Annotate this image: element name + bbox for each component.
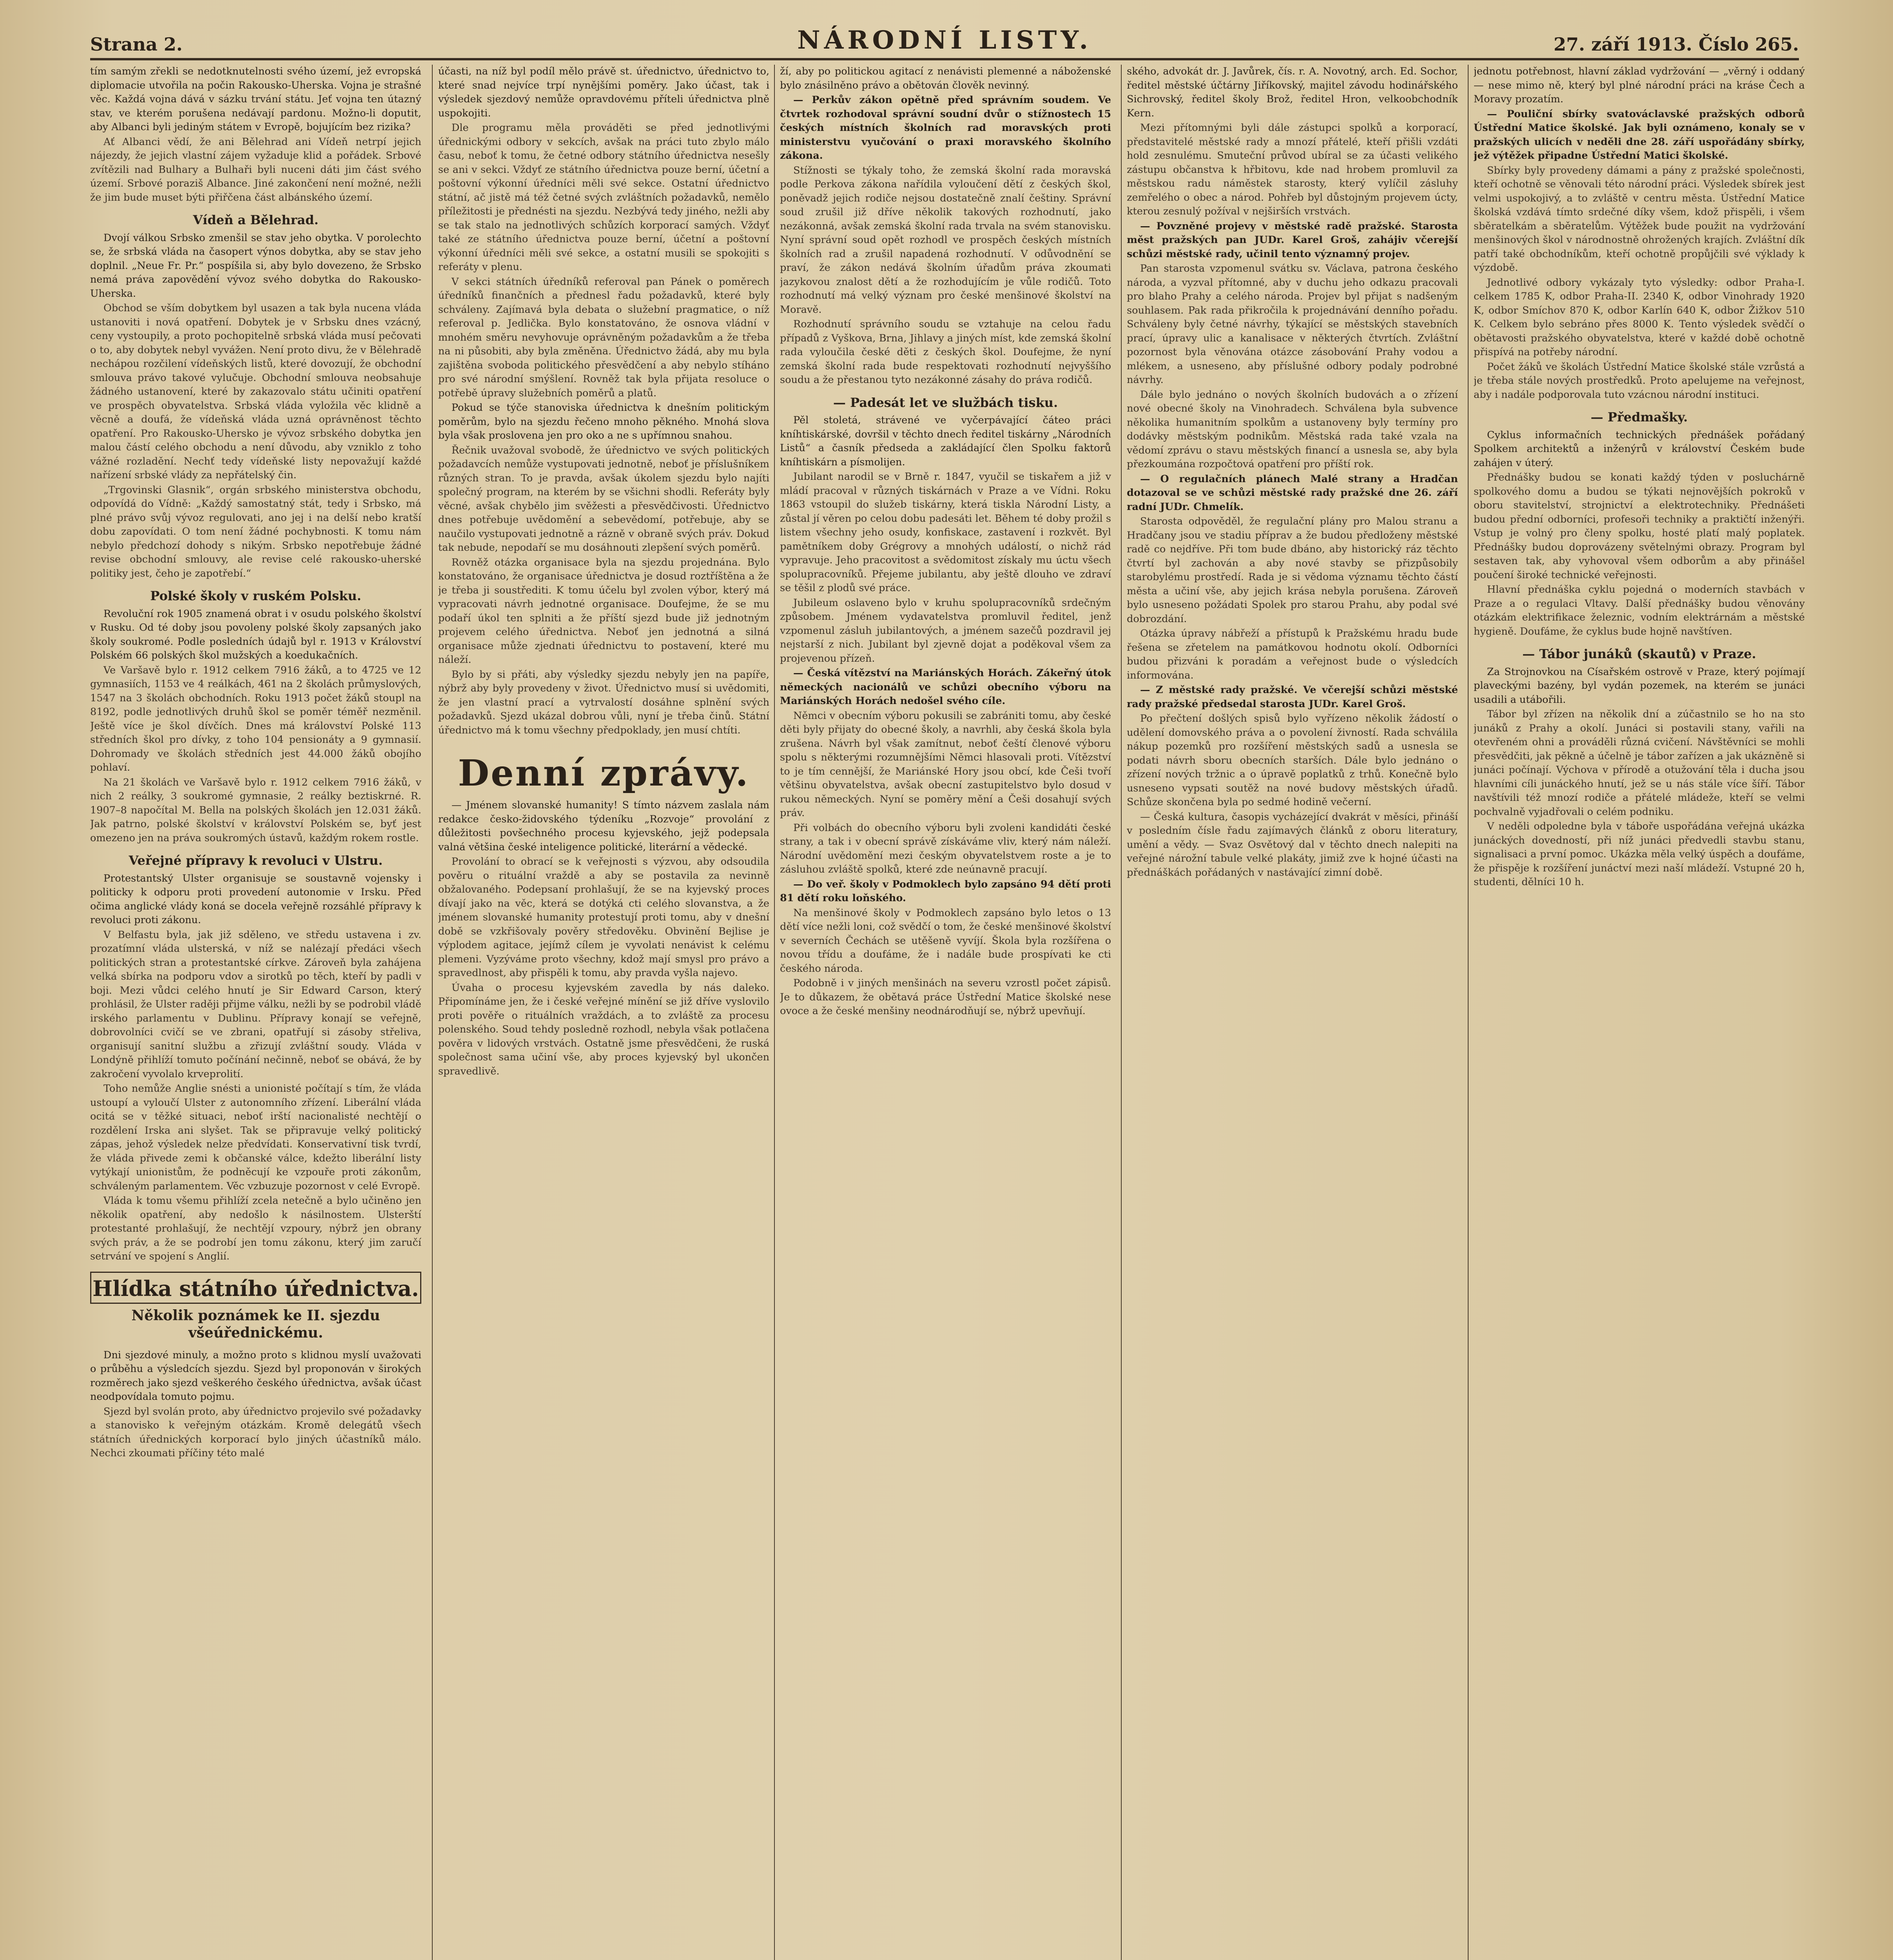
col1-heading-a: Vídeň a Bělehrad. xyxy=(193,212,319,227)
column-5: jednotu potřebnost, hlavní základ vydržování — „věrný i oddaný — nese mimo ně, který byl plné národní práci na kráse Čech a Moravy prozatím. — Pouliční sbírky svatováclavské pražských odborů Ústřední Matice školské. Jak byli oznámeno, konaly se v pražských ulicích v neděli dne 28. září uspořádány sbírky, jež výtěžek připadne Ústřední Matici školské. Sbírky byly provedeny dámami a pány z pražské společnosti, kteří ochotně se věnovali této národní práci. Výsledek sbírek jest velmi uspokojivý, a to zvláště v centru města. Ústřední Matice školská vzdává tímto srdečné díky všem, kdož přispěli, i všem sběratelkám a sběratelům. Výtěžek bude použit na vydržování menšinových škol v národnostně ohrožených krajích. Zvláštní dík patří také obchodníkům, kteří ochotně propůjčili své výklady k výzdobě. Jednotlivé odbory vykázaly tyto výsledky: odbor Praha-I. celkem 1785 K, odbor Praha-II. 2340 K, odbor Vinohrady 1920 K, odbor Smíchov 870 K, odbor Karlín 640 K, odbor Žižkov 510 K. Celkem bylo sebráno přes 8000 K. Tento výsledek svědčí o obětavosti pražského obyvatelstva, které v každé době ochotně přispívá na potřeby národní. Počet žáků ve školách Ústřední Matice školské stále vzrůstá a je třeba stále nových prostředků. Proto apelujeme na veřejnost, aby i nadále podporovala tuto vzácnou národní instituci. — Předmašky. Cyklus informačních technických přednášek pořádaný Spolkem architektů a inženýrů v království Českém bude zahájen v úterý. Přednášky budou se konati každý týden v posluchárně spolkového domu a budou se týkati nejnovějších pokroků v oboru stavitelství, strojnictví a elektrotechniky. Přednášeti budou přední odborníci, profesoři techniky a praktičtí inženýři. Vstup je volný pro členy spolku, hosté platí malý poplatek. Přednášky budou doprovázeny světelnými obrazy. Program byl sestaven tak, aby vyhovoval všem odborům a aby přinášel poučení široké technické veřejnosti. Hlavní přednáška cyklu pojedná o moderních stavbách v Praze a o regulaci Vltavy. Další přednášky budou věnovány otázkám elektrifikace železnic, vodním elektrárnám a městské hygieně. Doufáme, že cyklus bude hojně navštíven. — Tábor junáků (skautů) v Praze. Za Strojnovkou na Císařském ostrově v Praze, který pojímají plaveckými bazény, byl vydán pozemek, na kterém se junáci usadili a utábořili. Tábor byl zřízen na několik dní a zúčastnilo se ho na sto junáků z Prahy a okolí. Junáci si postavili stany, vařili na otevřeném ohni a prováděli různá cvičení. Návštěvníci se mohli přesvědčiti, jak pěkně a účelně je tábor zařízen a jak ukázněně si junáci počínají. Výchova v přírodě a otužování těla i ducha jsou hlavními cíli junáckého hnutí, jež se u nás stále více šíří. Tábor navštívili též mnozí rodiče a přátelé mládeže, kteří se velmi pochvalně vyjadřovali o celém podniku. V neděli odpoledne byla v táboře uspořádána veřejná ukázka junáckých dovedností, při níž junáci předvedli stavbu stanu, signalisaci a první pomoc. Ukázka měla velký úspěch a doufáme, že přispěje k rozšíření junáctví mezi naší mládeží. Vstupné 20 h, studenti, dělníci 10 h. xyxy=(1474,65,1805,888)
col1-intro: tím samým zřekli se nedotknutelnosti svého území, jež evropská diplomacie utvořila na počin Rakousko-Uherska. Vojna je strašné věc. Každá vojna dává v sázku trvání státu. Jeť vojna ten útazný stav, ve kterém porušena nedávají pardonu. Možno-li doputit, aby Albanci byli jediným státem v Evropě, bojujícím bez rizika? xyxy=(90,65,421,133)
col3-text-c: Pěl stoletá, strávené ve vyčerpávající čáteo práci kníhtiskárské, dovršil v těchto dnech ředitel tiskárny „Národních Listů“ a časník předseda a zakládající člen Spolku faktorů kníhtiskárn a písmolijen. xyxy=(780,414,1111,468)
col5-text-a: jednotu potřebnost, hlavní základ vydržování — „věrný i oddaný — nese mimo ně, který byl plné národní práci na kráse Čech a Moravy prozatím. xyxy=(1474,65,1805,105)
col1-heading-c: Veřejné přípravy k revoluci v Ulstru. xyxy=(129,853,383,868)
col4-text-d: — Z městské rady pražské. Ve včerejší schůzi městské rady pražské předsedal starosta JUDr. Karel Groš. xyxy=(1127,684,1458,710)
col1-text-b: Revoluční rok 1905 znamená obrat i v osudu polského školství v Rusku. Od té doby jsou povoleny polské školy zapsaných jako školy soukromé. Podle posledních údajů byl r. 1913 v Království Polském 66 polských škol mužských a koedukačních. xyxy=(90,608,421,661)
page-number: Strana 2. xyxy=(90,34,183,55)
col5-heading-b: — Tábor junáků (skautů) v Praze. xyxy=(1522,646,1756,661)
col1-boxed-title: Hlídka státního úřednictva. xyxy=(90,1272,421,1304)
col3-text-e: — Do veř. školy v Podmoklech bylo zapsáno 94 dětí proti 81 dětí roku loňského. xyxy=(780,878,1111,904)
col4-text-b: — Povzněné projevy v městské radě pražské. Starosta měst pražských pan JUDr. Karel Groš, zahájiv včerejší schůzi městské rady, učinil tento významný projev. xyxy=(1127,220,1458,260)
col2-denni-heading: Denní zprávy. xyxy=(458,752,750,794)
col1-heading-b: Polské školy v ruském Polsku. xyxy=(150,588,361,603)
col5-text-c: Cyklus informačních technických přednášek pořádaný Spolkem architektů a inženýrů v království Českém bude zahájen v úterý. xyxy=(1474,429,1805,469)
column-4: ského, advokát dr. J. Javůrek, čís. r. A. Novotný, arch. Ed. Sochor, ředitel městské účtárny Jiříkovský, majitel závodu hodinářského Sichrovský, ředitel školy Brož, ředitel Hron, velkoobchodník Kern. Mezi přítomnými byli dále zástupci spolků a korporací, představitelé městské rady a mnozí přátelé, kteří přišli vzdáti hold zesnulému. Smuteční průvod ubíral se za účasti velikého zástupu občanstva k hřbitovu, kde nad hrobem promluvil za městskou radu náměstek starosty, který vylíčil zásluhy zemřelého o obec a národ. Pohřeb byl důstojným projevem úcty, kterou zesnulý požíval v nejširších vrstvách. — Povzněné projevy v městské radě pražské. Starosta měst pražských pan JUDr. Karel Groš, zahájiv včerejší schůzi městské rady, učinil tento významný projev. Pan starosta vzpomenul svátku sv. Václava, patrona českého národa, a vyzval přítomné, aby v duchu jeho odkazu pracovali pro blaho Prahy a celého národa. Projev byl přijat s nadšeným souhlasem. Pak rada přikročila k projednávání denního pořadu. Schváleny byly četné návrhy, týkající se městských stavebních prací, úpravy ulic a kanalisace v některých čtvrtích. Zvláštní pozornost byla věnována otázce zásobování Prahy vodou a mlékem, a usneseno, aby příslušné odbory podaly podrobné návrhy. Dále bylo jednáno o nových školních budovách a o zřízení nové obecné školy na Vinohradech. Schválena byla subvence několika humanitním spolkům a ustanoveny byly termíny pro dodávky městským podnikům. Městská rada také vzala na vědomí zprávu o stavu městských financí a usnesla se, aby byla přezkoumána rozpočtová opatření pro příští rok. — O regulačních plánech Malé strany a Hradčan dotazoval se ve schůzi městské rady pražské dne 26. září radní JUDr. Chmelík. Starosta odpověděl, že regulační plány pro Malou stranu a Hradčany jsou ve stadiu příprav a že budou předloženy městské radě co nejdříve. Při tom bude dbáno, aby historický ráz těchto čtvrtí byl zachován a aby nové stavby se přizpůsobily starobylému prostředí. Rada je si vědoma významu těchto částí města a učiní vše, aby jejich krása nebyla porušena. Zároveň bylo usneseno požádati Spolek pro starou Prahu, aby podal své dobrozdání. Otázka úpravy nábřeží a přístupů k Pražskému hradu bude řešena se zřetelem na památkovou hodnotu okolí. Odborníci budou přizváni k poradám a veřejnost bude o výsledcích informována. — Z městské rady pražské. Ve včerejší schůzi městské rady pražské předsedal starosta JUDr. Karel Groš. Po přečtení došlých spisů bylo vyřízeno několik žádostí o udělení domovského práva a o povolení živností. Rada schválila nákup pozemků pro rozšíření městských sadů a usnesla se podati návrh sboru obecních starších. Dále bylo jednáno o zřízení nových tržnic a o úpravě poplatků z trhů. Konečně bylo usneseno vypsati soutěž na nové budovy městských úřadů. Schůze skončena byla po sedmé hodině večerní. — Česká kultura, časopis vycházející dvakrát v měsíci, přináší v posledním čísle řadu zajímavých článků z oboru literatury, umění a vědy. — Svaz Osvětový dal v těchto dnech nalepiti na veřejné nárožní tabule velké plakáty, jimiž zve k hojné účasti na přednáškách pořádaných v nastávající zimní době. xyxy=(1127,65,1458,878)
col1-boxed-subtitle: Několik poznámek ke II. sjezdu všeúřednickému. xyxy=(131,1307,380,1341)
columns xyxy=(90,65,1805,1960)
column-1: tím samým zřekli se nedotknutelnosti svého území, jež evropská diplomacie utvořila na počin Rakousko-Uherska. Vojna je strašné věc. Každá vojna dává v sázku trvání státu. Jeť vojna ten útazný stav, ve kterém porušena nedávají pardonu. Možno-li doputit, aby Albanci byli jediným státem v Evropě, bojujícím bez rizika? Ať Albanci vědí, že ani Bělehrad ani Vídeň netrpí jejich nájezdy, že jejich vlastní zájem vyžaduje klid a pořádek. Srbové zvítězili nad Bulhary a Bulhaři byli nuceni dáti jim část svého území. Srbové poraziš Albance. Jiné zakončení není možné, nežli že jim bude muset býti přiřčena část albánského území. Vídeň a Bělehrad. Dvojí válkou Srbsko zmenšil se stav jeho obytka. V porolechto se, že srbská vláda na časopert výnos dobytka, aby se stav jeho doplnil. „Neue Fr. Pr.“ pospíšila si, aby bylo dovezeno, že Srbsko nemá práva zapovědění vývoz svého dobytka do Rakousko-Uherska. Obchod se vším dobytkem byl usazen a tak byla nucena vláda ustanoviti i nová opatření. Dobytek je v Srbsku dnes vzácný, ceny vystoupily, a proto pochopitelně srbská vláda musí pečovati o to, aby dobytek nebyl vyvážen. Není proto divu, že v Bělehradě nechápou rozčilení vídeňských listů, které dovozují, že obchodní smlouva právo takové vylučuje. Obchodní smlouva neobsahuje žádného ustanovení, které by zakazovalo státu učiniti opatření ve prospěch obyvatelstva. Srbská vláda vyložila věc klidně a věcně a doufá, že vídeňská vláda uzná oprávněnost těchto opatření. Pro Rakousko-Uhersko je vývoz srbského dobytka jen malou částí celého obchodu a není důvodu, aby vzniklo z toho vážné rozladění. Nechť tedy vídeňské listy nepovažují každé nařízení srbské vlády za nepřátelský čin. „Trgovinski Glasnik“, orgán srbského ministerstva obchodu, odpovídá do Vídně: „Každý samostatný stát, tedy i Srbsko, má plné právo svůj vývoz regulovati, ano jej i na delší nebo kratší dobu zapovídati. O tom není žádné pochybnosti. K tomu nám nebylo předchozí dohody s nikým. Srbsko nepotřebuje žádné revise obchodní smlouvy, ale revise celé rakousko-uherské politiky jest, čeho je zapotřebí.“ Polské školy v ruském Polsku. Revoluční rok 1905 znamená obrat i v osudu polského školství v Rusku. Od té doby jsou povoleny polské školy zapsaných jako školy soukromé. Podle posledních údajů byl r. 1913 v Království Polském 66 polských škol mužských a koedukačních. Ve Varšavě bylo r. 1912 celkem 7916 žáků, a to 4725 ve 12 gymnasiích, 1153 ve 4 reálkách, 461 na 2 školách průmyslových, 1547 na 3 školách obchodních. Roku 1913 počet žáků stoupl na 8192, podle jednotlivých druhů škol se poměr téměř nezměnil. Ještě více je škol dívčích. Dnes má království Polské 113 středních škol pro dívky, z toho 104 pensionáty a 9 gymnasií. Dohromady ve školách středních jest 44.000 žáků obojího pohlaví. Na 21 školách ve Varšavě bylo r. 1912 celkem 7916 žáků, v nich 2 reálky, 3 soukromé gymnasie, 2 reálky beztiskrné. R. 1907–8 napočítal M. Bella na polských školách jen 12.031 žáků. Jak patrno, polské školství v království Polském se, byť jest omezeno jen na práva soukromých ústavů, každým rokem rostle. Veřejné přípravy k revoluci v Ulstru. Protestantský Ulster organisuje se soustavně vojensky i politicky k odporu proti provedení autonomie v Irsku. Před očima anglické vlády koná se docela veřejně rozsáhlé přípravy k revoluci proti zákonu. V Belfastu byla, jak již sděleno, ve středu ustavena i zv. prozatímní vláda ulsterská, v níž se nalézají předáci všech politických stran a protestantské církve. Zároveň byla zahájena velká sbírka na podporu vdov a sirotků po těch, kteří by padli v boji. Mezi vůdci celého hnutí je Sir Edward Carson, který prohlásil, že Ulster raději přijme válku, nežli by se podrobil vládě irského parlamentu v Dublinu. Přípravy konají se veřejně, dobrovolníci cvičí se ve zbrani, opatřují si zásoby střeliva, organisují sanitní službu a zřizují zvláštní soudy. Vláda v Londýně přihlíží tomuto počínání nečinně, neboť se obává, že by zakročení vyvolalo krveprolití. Toho nemůže Anglie snésti a unionisté počítají s tím, že vláda ustoupí a vyloučí Ulster z autonomního zřízení. Liberální vláda ocitá se v těžké situaci, neboť irští nacionalisté nechtějí o rozdělení Irska ani slyšet. Tak se připravuje velký politický zápas, jehož výsledek nelze předvídati. Konservativní tisk tvrdí, že vláda přivede zemi k občanské válce, kdežto liberální listy vytýkají unionistům, že podněcují ke vzpouře proti zákonům, schváleným parlamentem. Věc vzbuzuje pozornost v celé Evropě. Vláda k tomu všemu přihlíží zcela netečně a bylo učiněno jen několik opatření, aby nedošlo k násilnostem. Ulsterští protestanté prohlašují, že nechtějí vzpoury, nýbrž jen obrany svých práv, a že se podrobí jen tomu zákonu, který jim zaručí setrvání ve spojení s Anglií. Hlídka státního úřednictva. Několik poznámek ke II. sjezdu všeúřednickému. Dni sjezdové minuly, a možno proto s klidnou myslí uvažovati o průběhu a výsledcích sjezdu. Sjezd byl proponován v širokých rozměrech jako sjezd veškerého českého úřednictva, avšak účast neodpovídala tomuto pojmu. Sjezd byl svolán proto, aby úřednictvo projevilo své požadavky a stanovisko k veřejným otázkám. Kromě delegátů všech státních úřednických korporací bylo jiných účastníků málo. Nechci zkoumati příčiny této malé xyxy=(90,65,421,1459)
col5-heading-a: — Předmašky. xyxy=(1590,410,1688,425)
col3-text-a: ží, aby po politickou agitací z nenávisti plemenné a náboženské bylo znásilněno právo a obětován člověk nevinný. xyxy=(780,65,1111,91)
col3-heading-a: — Padesát let ve službách tisku. xyxy=(833,395,1058,410)
newspaper-title: NÁRODNÍ LISTY. xyxy=(797,25,1092,55)
col3-text-d: — Česká vítězství na Mariánských Horách. Zákeřný útok německých nacionálů ve schůzi obecního výboru na Mariánských Horách nedošel svého cíle. xyxy=(780,667,1111,707)
column-rule-3 xyxy=(1121,65,1122,1960)
column-rule-1 xyxy=(432,65,433,1960)
column-rule-4 xyxy=(1468,65,1469,1960)
column-2: účasti, na níž byl podíl mělo právě st. úřednictvo, úřednictvo to, které snad nejvíce trpí nynějšími poměry. Jako účast, tak i výsledek sjezdový nemůže opravdovému příteli úřednictva plně uspokojiti. Dle programu měla prováděti se před jednotlivými úřednickými odbory v sekcích, avšak na práci tuto zbylo málo času, neboť k tomu, že četné odbory státního úřednictva nesešly se ani v sekci. Vždyť ze státního úřednictva pouze berní, účetní a poštovní výkonní úředníci měli své sekce. Ostatní úřednictvo státní, ač jistě má též četné svých zvláštních požadavků, nemělo příležitosti je přednésti na sjezdu. Nezbývá tedy jiného, nežli aby se tak stalo na jednotlivých schůzích korporací samých. Vždyť také ze státního úřednictva pouze berní, účetní a poštovní výkonní úředníci měli své sekce, a ostatní musili se spokojiti s referáty v plenu. V sekci státních úředníků referoval pan Pánek o poměrech úředníků finančních a přednesl řadu požadavků, které byly schváleny. Zajímavá byla debata o služební pragmatice, o níž referoval p. Jedlička. Bylo konstatováno, že osnova vládní v mnohém směru nevyhovuje oprávněným požadavkům a že třeba na ni působiti, aby byla změněna. Úřednictvo žádá, aby mu byla zajištěna svoboda politického přesvědčení a aby nebylo stíháno pro své národní smýšlení. Rovněž tak byla přijata resoluce o potřebě úpravy služebních poměrů a platů. Pokud se týče stanoviska úřednictva k dnešním politickým poměrům, bylo na sjezdu řečeno mnoho pěkného. Mnohá slova byla však proslovena jen pro oko a ne s upřímnou snahou. Řečnik uvažoval svobodě, že úřednictvo ve svých politických požadavcích nemůže vystupovati jednotně, neboť je příslušníkem různých stran. To je pravda, avšak úkolem sjezdu bylo najíti společný program, na kterém by se všichni shodli. Referáty byly věcné, avšak chybělo jim svěžesti a přesvědčivosti. Úřednictvo dnes potřebuje uvědomění a sebevědomí, potřebuje, aby se naučilo vystupovati jednotně a rázně v obraně svých práv. Dokud tak nebude, nepodaří se mu dosáhnouti zlepšení svých poměrů. Rovněž otázka organisace byla na sjezdu projednána. Bylo konstatováno, že organisace úřednictva je dosud roztříštěna a že je třeba ji soustřediti. K tomu účelu byl zvolen výbor, který má vypracovati návrh jednotné organisace. Doufejme, že se mu podaří úkol ten splniti a že příští sjezd bude již jednotným projevem celého úřednictva. Neboť jen jednotná a silná organisace může zjednati úřednictvu to postavení, které mu náleží. Bylo by si přáti, aby výsledky sjezdu nebyly jen na papíře, nýbrž aby byly provedeny v život. Úřednictvo musí si uvědomiti, že jen vlastní prací a vytrvalostí dosáhne splnění svých požadavků. Sjezd ukázal dobrou vůli, nyní je třeba činů. Státní úřednictvo má k tomu všechny předpoklady, jen musí chtíti. Denní zprávy. — Jménem slovanské humanity! S tímto názvem zaslala nám redakce česko-židovského týdeníku „Rozvoje“ provolání z důležitosti povšechného procesu kyjevského, jejž podepsala valná většina české inteligence politické, literární a vědecké. Provolání to obrací se k veřejnosti s výzvou, aby odsoudila pověru o rituální vraždě a aby se postavila za nevinně obžalovaného. Podepsaní prohlašují, že se na kyjevský proces dívají jako na věc, která se dotýká cti celého slovanstva, a že jménem slovanské humanity protestují proti tomu, aby v dnešní době se vzkřišovaly pověry středověku. Obvinění Bejlise je výplodem agitace, jejímž cílem je vyvolati nenávist k celému plemeni. Vyzýváme proto všechny, kdož mají smysl pro právo a spravedlnost, aby přispěli k tomu, aby pravda vyšla najevo. Úvaha o procesu kyjevském zavedla by nás daleko. Připomínáme jen, že i české veřejné mínění se již dříve vyslovilo proti pověře o rituálních vraždách, a to zvláště za procesu polenského. Soud tehdy posledně rozhodl, nebyla však potlačena pověra v lidových vrstvách. Ostatně jsme přesvědčeni, že ruská společnost sama učiní vše, aby proces kyjevský byl ukončen spravedlivě. xyxy=(438,65,769,1077)
col5-text-d: Za Strojnovkou na Císařském ostrově v Praze, který pojímají plaveckými bazény, byl vydán pozemek, na kterém se junáci usadili a utábořili. xyxy=(1474,666,1805,706)
column-3: ží, aby po politickou agitací z nenávisti plemenné a náboženské bylo znásilněno právo a obětován člověk nevinný. — Perkův zákon opětně před správním soudem. Ve čtvrtek rozhodoval správní soudní dvůr o stížnostech 15 českých místních školních rad moravských proti ministerstvu vyučování o praxi moravského školního zákona. Stížnosti se týkaly toho, že zemská školní rada moravská podle Perkova zákona nařídila vyloučení dětí z českých škol, poněvadž jejich rodiče nejsou dostatečně znalí češtiny. Správní soud zrušil již dříve několik takových rozhodnutí, jako nezákonná, avšak zemská školní rada trvala na svém stanovisku. Nyní správní soud opět rozhodl ve prospěch českých místních školních rad a zrušil napadená rozhodnutí. V odůvodnění se praví, že zákon nedává školním úřadům práva zkoumati jazykovou znalost dětí a že rozhodujícím je vůle rodičů. Toto rozhodnutí má velký význam pro české menšinové školství na Moravě. Rozhodnutí správního soudu se vztahuje na celou řadu případů z Vyškova, Brna, Jihlavy a jiných míst, kde zemská školní rada vyloučila české děti z českých škol. Doufejme, že nyní zemská školní rada bude respektovati rozhodnutí nejvyššího soudu a že přestanou tyto nezákonné zásahy do práva rodičů. — Padesát let ve službách tisku. Pěl stoletá, strávené ve vyčerpávající čáteo práci kníhtiskárské, dovršil v těchto dnech ředitel tiskárny „Národních Listů“ a časník předseda a zakládající člen Spolku faktorů kníhtiskárn a písmolijen. Jubilant narodil se v Brně r. 1847, vyučil se tiskařem a již v mládí pracoval v různých tiskárnách v Praze a ve Vídni. Roku 1863 vstoupil do služeb tiskárny, která tiskla Národní Listy, a zůstal jí věren po celou dobu padesáti let. Během té doby prožil s listem všechny jeho osudy, konfiskace, zastavení i rozkvět. Byl pamětníkem doby Grégrovy a mnohých událostí, o nichž rád vypravuje. Jeho pracovitost a svědomitost získaly mu úctu všech spolupracovníků. Přejeme jubilantu, aby ještě dlouho ve zdraví se těšil z plodů své práce. Jubileum oslaveno bylo v kruhu spolupracovníků srdečným způsobem. Jménem vydavatelstva promluvil ředitel, jenž vzpomenul zásluh jubilantových, a jménem sazečů pozdravil jej nejstarší z nich. Jubilant byl zjevně dojat a poděkoval všem za projevenou přízeň. — Česká vítězství na Mariánských Horách. Zákeřný útok německých nacionálů ve schůzi obecního výboru na Mariánských Horách nedošel svého cíle. Němci v obecním výboru pokusili se zabrániti tomu, aby české děti byly přijaty do obecné školy, a navrhli, aby česká škola byla zrušena. Návrh byl však zamítnut, neboť čeští členové výboru spolu s některými rozumnějšími Němci hlasovali proti. Vítězství to je tím cennější, že Mariánské Hory jsou obcí, kde Češi tvoří většinu obyvatelstva, avšak obecní zastupitelstvo bylo dosud v rukou německých. Nyní se poměry mění a Češi dosahují svých práv. Při volbách do obecního výboru byli zvoleni kandidáti české strany, a tak i v obecní správě získáváme vliv, který nám náleží. Národní uvědomění mezi českým obyvatelstvem roste a je to zásluhou zvláště spolků, které zde neúnavně pracují. — Do veř. školy v Podmoklech bylo zapsáno 94 dětí proti 81 dětí roku loňského. Na menšinové školy v Podmoklech zapsáno bylo letos o 13 dětí více nežli loni, což svědčí o tom, že české menšinové školství v severních Čechách se utěšeně vyvíjí. Škola byla rozšířena o novou třídu a doufáme, že i nadále bude prospívati ke cti českého národa. Podobně i v jiných menšinách na severu vzrostl počet zápisů. Je to důkazem, že obětavá práce Ústřední Matice školské nese ovoce a že české menšiny neodnárodňují se, nýbrž upevňují. xyxy=(780,65,1111,1017)
col4-text-a: ského, advokát dr. J. Javůrek, čís. r. A. Novotný, arch. Ed. Sochor, ředitel městské účtárny Jiříkovský, majitel závodu hodinářského Sichrovský, ředitel školy Brož, ředitel Hron, velkoobchodník Kern. xyxy=(1127,65,1458,119)
col1-text-c: Protestantský Ulster organisuje se soustavně vojensky i politicky k odporu proti provedení autonomie v Irsku. Před očima anglické vlády koná se docela veřejně rozsáhlé přípravy k revoluci proti zákonu. xyxy=(90,872,421,926)
col2-text-a: účasti, na níž byl podíl mělo právě st. úřednictvo, úřednictvo to, které snad nejvíce trpí nynějšími poměry. Jako účast, tak i výsledek sjezdový nemůže opravdovému příteli úřednictva plně uspokojiti. xyxy=(438,65,769,119)
masthead xyxy=(90,20,1799,60)
col5-text-b: — Pouliční sbírky svatováclavské pražských odborů Ústřední Matice školské. Jak byli oznámeno, konaly se v pražských ulicích v neděli dne 28. září uspořádány sbírky, jež výtěžek připadne Ústřední Matici školské. xyxy=(1474,108,1805,162)
col1-text-d: Dni sjezdové minuly, a možno proto s klidnou myslí uvažovati o průběhu a výsledcích sjezdu. Sjezd byl proponován v širokých rozměrech jako sjezd veškerého českého úřednictva, avšak účast neodpovídala tomuto pojmu. xyxy=(90,1349,421,1403)
col1-text-a: Dvojí válkou Srbsko zmenšil se stav jeho obytka. V porolechto se, že srbská vláda na časopert výnos dobytka, aby se stav jeho doplnil. „Neue Fr. Pr.“ pospíšila si, aby bylo dovezeno, že Srbsko nemá práva zapovědění vývoz svého dobytka do Rakousko-Uherska. xyxy=(90,232,421,299)
issue-date: 27. září 1913. Číslo 265. xyxy=(1554,34,1799,55)
col4-text-c: — O regulačních plánech Malé strany a Hradčan dotazoval se ve schůzi městské rady pražské dne 26. září radní JUDr. Chmelík. xyxy=(1127,473,1458,513)
col2-text-b: Pokud se týče stanoviska úřednictva k dnešním politickým poměrům, bylo na sjezdu řečeno mnoho pěkného. Mnohá slova byla však proslovena jen pro oko a ne s upřímnou snahou. xyxy=(438,402,769,441)
col3-text-b: — Perkův zákon opětně před správním soudem. Ve čtvrtek rozhodoval správní soudní dvůr o stížnostech 15 českých místních školních rad moravských proti ministerstvu vyučování o praxi moravského školního zákona. xyxy=(780,94,1111,162)
col2-text-c: — Jménem slovanské humanity! S tímto názvem zaslala nám redakce česko-židovského týdeníku „Rozvoje“ provolání z důležitosti povšechného procesu kyjevského, jejž podepsala valná většina české inteligence politické, literární a vědecké. xyxy=(438,799,769,853)
column-rule-2 xyxy=(774,65,775,1960)
